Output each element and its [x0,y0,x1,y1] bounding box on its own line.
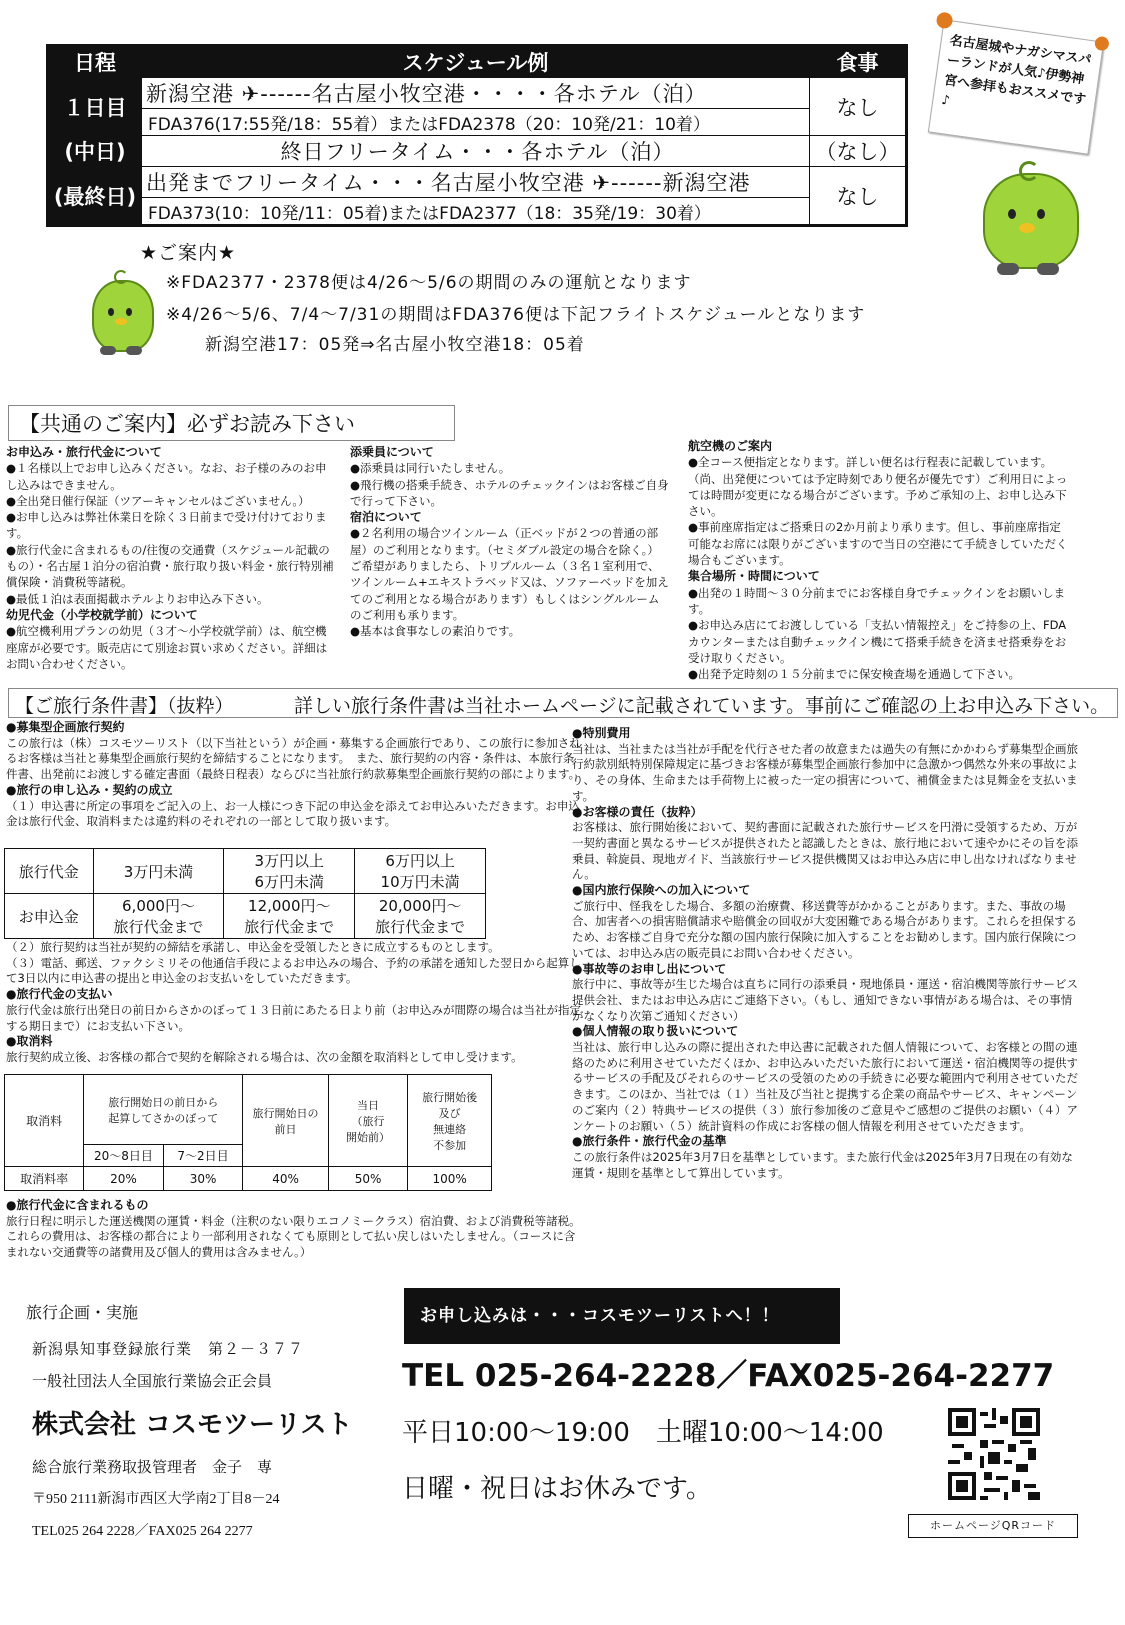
section-text: ●１名様以上でお申し込みください。なお、お子様のみのお申し込みはできません。 [6,461,327,492]
day3-meal: なし [810,167,907,226]
section-text: ●２名利用の場合ツインルーム（正ベッドが２つの普通の部屋）のご利用となります。（セミダブル設定の場合を除く。）ご希望がありましたら、トリプルルーム（３名１室利用で、ツインルーム+エキストラベッド又は、ソファーベッドを加えてのご利用となる場合があります）もしくはシングルルームのご利用も承ります。 [350,526,669,622]
section-heading: 航空機のご案内 [688,439,773,453]
deposit-table [4,848,486,939]
contact-hours: 平日10:00～19:00 土曜10:00～14:00 [402,1418,884,1448]
mascot-antenna-icon [1019,161,1039,181]
section-heading: 幼児代金（小学校就学前）について [6,607,198,622]
qr-label: ホームページQRコード [908,1514,1078,1538]
section-text: ●出発の１時間～３０分前までにお客様自身でチェックインをお願いします。 [688,585,1066,616]
day1-flight: FDA376(17:55発/18：55着）またはFDA2378（20：10発/21：10着） [142,109,810,136]
mascot-illustration [975,165,1085,280]
section-text: ●添乗員は同行いたしません。 [350,461,511,476]
section-text: （３）電話、郵送、ファクシミリその他通信手段によるお申込みの場合、予約の承諾を通知した翌日から起算して3日以内に申込書の提出と申込金のお支払いをしていただきます。 [6,955,581,986]
section-heading: ●お客様の責任（抜粋） [572,804,703,819]
cancel-prev: 旅行開始日の 前日 [243,1075,328,1167]
deposit-cell: お申込金 [5,894,94,939]
cancel-rate: 40% [243,1167,328,1191]
section-text: 旅行日程に明示した運送機関の運賃・料金（注釈のない限りエコノミークラス）宿泊費、および消費税等諸税。これらの費用は、お客様の都合により一部利用されなくても原則として払い戻しはいたしません。（コースに含まれない交通費等の諸費用及び個人的費用は含みません。） [6,1213,581,1260]
section-text: ご旅行中、怪我をした場合、多額の治療費、移送費等がかかることがあります。また、事故の場合、加害者への損害賠償請求や賠償金の回収が大変困難である場合があります。これらを担保するため、お客様ご自身で充分な額の国内旅行保険に加入することをお勧めします。国内旅行保険については、お申込み店の販売員にお問い合わせください。 [572,898,1078,960]
cancel-rate: 100% [408,1167,492,1191]
cancel-before: 旅行開始日の前日から 起算してさかのぼって [84,1075,243,1145]
section-heading: ●募集型企画旅行契約 [6,720,125,734]
conditions-note: 詳しい旅行条件書は当社ホームページに記載されています。事前にご確認の上お申込み下さい。 [294,695,1110,717]
schedule-table [46,44,908,227]
section-heading: ●旅行の申し込み・契約の成立 [6,782,173,797]
conditions-right [572,726,1080,1181]
cancel-table [4,1074,492,1191]
guide-line2: ※4/26～5/6、7/4～7/31の期間はFDA376便は下記フライトスケジュールとなります [166,305,866,325]
day3-route: 出発までフリータイム・・・名古屋小牧空港 ✈------新潟空港 [142,167,810,198]
company-tel: TEL025 264 2228／FAX025 264 2277 [32,1524,253,1539]
section-heading: 宿泊について [350,510,422,525]
common-col2 [350,444,670,640]
section-text: ●出発予定時刻の１５分前までに保安検査場を通過して下さい。 [688,667,1021,682]
section-text: ●飛行機の搭乗手続き、ホテルのチェックインはお客様ご自身で行って下さい。 [350,477,669,508]
section-heading: ●旅行条件・旅行代金の基準 [572,1134,727,1149]
contact-telfax[interactable]: TEL 025-264-2228／FAX025-264-2277 [402,1358,1055,1394]
conditions-header [8,688,1118,718]
guide-title: ★ご案内★ [140,242,237,264]
company-reg: 新潟県知事登録旅行業 第２－３７７ [32,1340,305,1358]
section-text: 旅行中に、事故等が生じた場合は直ちに同行の添乗員・現地係員・運送・宿泊機関等旅行サービス提供会社、またはお申込み店にご連絡下さい。（もし、通知できない事情がある場合は、その事情がなくなり次第ご通知ください） [572,977,1078,1023]
day2-meal: （なし） [810,136,907,167]
day1-meal: なし [810,78,907,136]
company-assoc: 一般社団法人全国旅行業協会正会員 [32,1372,273,1390]
section-text: ●基本は食事なしの素泊りです。 [350,624,521,639]
section-text: 当社は、旅行申し込みの際に提出された申込書に記載された個人情報について、お客様との間の連絡のために利用させていただくほか、お申込みいただいた旅行において運送・宿泊機関等の提供するサービスの手配及びそれらのサービスの受領のための手続きに必要な範囲内で利用させていただきます。このほか、当社では（１）当社及び当社と提携する企業の商品やサービス、キャンペーンのご案内（２）特典サービスの提供（３）旅行参加後のご意見やご感想のご提供のお願い（４）アンケートのお願い（５）統計資料の作成にお客様の個人情報を利用させていただきます。 [572,1040,1078,1133]
section-heading: ●旅行代金に含まれるもの [6,1198,149,1212]
guide-line3: 新潟空港17：05発⇒名古屋小牧空港18：05着 [205,335,585,355]
section-text: ●全出発日催行保証（ツアーキャンセルはございません。） [6,493,310,508]
common-col1 [6,444,336,672]
section-heading: 添乗員について [350,445,434,459]
section-text: （２）旅行契約は当社が契約の締結を承諾し、申込金を受領したときに成立するものとします。 [6,940,500,954]
day3-label: (最終日) [48,167,142,226]
company-address: 〒950 2111新潟市西区大学南2丁目8－24 [32,1492,280,1507]
section-heading: ●取消料 [6,1034,53,1049]
cancel-rate-label: 取消料率 [5,1167,84,1191]
guide-line1: ※FDA2377・2378便は4/26～5/6の期間のみの運航となります [166,273,692,293]
section-heading: ●個人情報の取り扱いについて [572,1024,739,1039]
section-text: （１）申込書に所定の事項をご記入の上、お一人様につき下記の申込金を添えてお申込みいただきます。お申込金は旅行代金、取消料または違約料のそれぞれの一部として取り扱います。 [6,798,580,829]
section-heading: 集合場所・時間について [688,569,820,584]
speech-note-text: 名古屋城やナガシマスパーランドが人気♪伊勢神宮へ参拝もおススメです♪ [940,33,1093,109]
conditions-left-b [6,940,581,1066]
section-text: ●最低１泊は表面掲載ホテルよりお申込み下さい。 [6,591,269,606]
conditions-left-a [6,720,581,830]
section-text: この旅行条件は2025年3月7日を基準としています。また旅行代金は2025年3月7日現在の有効な運賃・規則を基準として算出しています。 [572,1149,1073,1180]
common-col3 [688,438,1068,682]
cancel-rate: 30% [163,1167,243,1191]
company-name: 株式会社 コスモツーリスト [32,1410,353,1440]
conditions-title: 【ご旅行条件書】（抜粋） [15,695,234,717]
company-label: 旅行企画・実施 [26,1303,139,1322]
speech-note [928,19,1104,154]
section-heading: ●国内旅行保険への加入について [572,883,751,898]
cancel-rate: 50% [328,1167,408,1191]
section-text: ●お申込み店にてお渡ししている「支払い情報控え」をご持参の上、FDAカウンターまたは自動チェックイン機にて搭乗手続きを済ませ搭乗券をお受け取りください。 [688,618,1067,665]
section-text: 当社は、当社または当社が手配を代行させた者の故意または過失の有無にかかわらず募集型企画旅行約款別紙特別保障規定に基づきお客様が募集型企画旅行参加中に急激かつ偶然な外来の事故により、その身体、生命または手荷物上に被った一定の損害について、補償金または見舞金を支払います。 [572,741,1078,803]
deposit-cell: 12,000円～ 旅行代金まで [224,894,355,939]
deposit-cell: 20,000円～ 旅行代金まで [355,894,486,939]
section-text: ●旅行代金に含まれるもの/往復の交通費（スケジュール記載のもの）・名古屋１泊分の宿泊費・旅行取り扱い料金・旅行特別補償保険・消費税等諸税。 [6,542,334,590]
section-text: 旅行代金は旅行出発日の前日からさかのぼって１３日前にあたる日より前（お申込みが間際の場合は当社が指定する期日まで）にお支払い下さい。 [6,1002,581,1033]
header-meal: 食事 [810,46,907,78]
cancel-rate: 20% [84,1167,164,1191]
deposit-cell: 6,000円～ 旅行代金まで [93,894,224,939]
section-heading: ●特別費用 [572,726,631,740]
cancel-label: 取消料 [5,1075,84,1167]
cancel-7-2: 7～2日目 [163,1145,243,1167]
section-text: ●全コース便指定となります。詳しい便名は行程表に記載しています。（尚、出発便については予定時刻であり便名が優先です）ご利用日によっては時間が変更になる場合がございます。予めご承知の上、お申し込み下さい。 [688,455,1068,519]
deposit-cell: 6万円以上 10万円未満 [355,849,486,894]
section-heading: ●旅行代金の支払い [6,987,113,1002]
company-manager: 総合旅行業務取扱管理者 金子 専 [32,1458,273,1476]
section-heading: お申込み・旅行代金について [6,445,162,459]
deposit-cell: 3万円未満 [93,849,224,894]
section-text: この旅行は（株）コスモツーリスト（以下当社という）が企画・募集する企画旅行であり、この旅行に参加されるお客様は当社と募集型企画旅行契約を締結することになります。 また、旅行契約の内容・条件は、本旅行条件書、出発前にお渡しする確定書面（最終日程表）ならびに当社旅行約款募集型企画旅行契約の部によります。 [6,735,581,782]
section-text: お客様は、旅行開始後において、契約書面に記載された旅行サービスを円滑に受領するため、万が一契約書面と異なるサービスが提供されたと認識したときは、旅行地において速やかにその旨を添乗員、斡旋員、現地ガイド、当該旅行サービス提供機関又はお申込み店に申し出なければなりません。 [572,820,1078,882]
section-heading: ●事故等のお申し出について [572,961,727,976]
day2-route: 終日フリータイム・・・各ホテル（泊） [142,136,810,167]
contact-closed: 日曜・祝日はお休みです。 [402,1474,712,1504]
cancel-after: 旅行開始後 及び 無連絡 不参加 [408,1075,492,1167]
section-text: ●お申し込みは弊社休業日を除く３日前まで受け付けております。 [6,510,327,541]
header-plan: スケジュール例 [142,46,810,78]
section-text: 旅行契約成立後、お客様の都合で契約を解除される場合は、次の金額を取消料として申し受けます。 [6,1049,523,1064]
cancel-day: 当日 （旅行 開始前） [328,1075,408,1167]
contact-banner: お申し込みは・・・コスモツーリストへ！！ [404,1288,840,1344]
mascot-small-illustration [88,270,158,360]
deposit-cell: 旅行代金 [5,849,94,894]
section-text: ●航空機利用プランの幼児（３才～小学校就学前）は、航空機座席が必要です。販売店にて別途お買い求めください。詳細はお問い合わせください。 [6,624,328,671]
common-title: 【共通のご案内】必ずお読み下さい [8,405,455,441]
day3-flight: FDA373(10：10発/11：05着)またはFDA2377（18：35発/19：30着） [142,198,810,226]
header-day: 日程 [48,46,142,78]
day1-label: １日目 [48,78,142,136]
deposit-cell: 3万円以上 6万円未満 [224,849,355,894]
day2-label: (中日) [48,136,142,167]
conditions-left-c [6,1198,581,1261]
cancel-20-8: 20～8日目 [84,1145,164,1167]
qr-code-icon[interactable] [948,1408,1040,1500]
day1-route: 新潟空港 ✈------名古屋小牧空港・・・・各ホテル（泊） [142,78,810,109]
section-text: ●事前座席指定はご搭乗日の2か月前より承ります。但し、事前座席指定可能なお席には限りがございますので当日の空港にて手続きしていただく場合もございます。 [688,520,1068,568]
qr-code-graphic [948,1408,1040,1500]
